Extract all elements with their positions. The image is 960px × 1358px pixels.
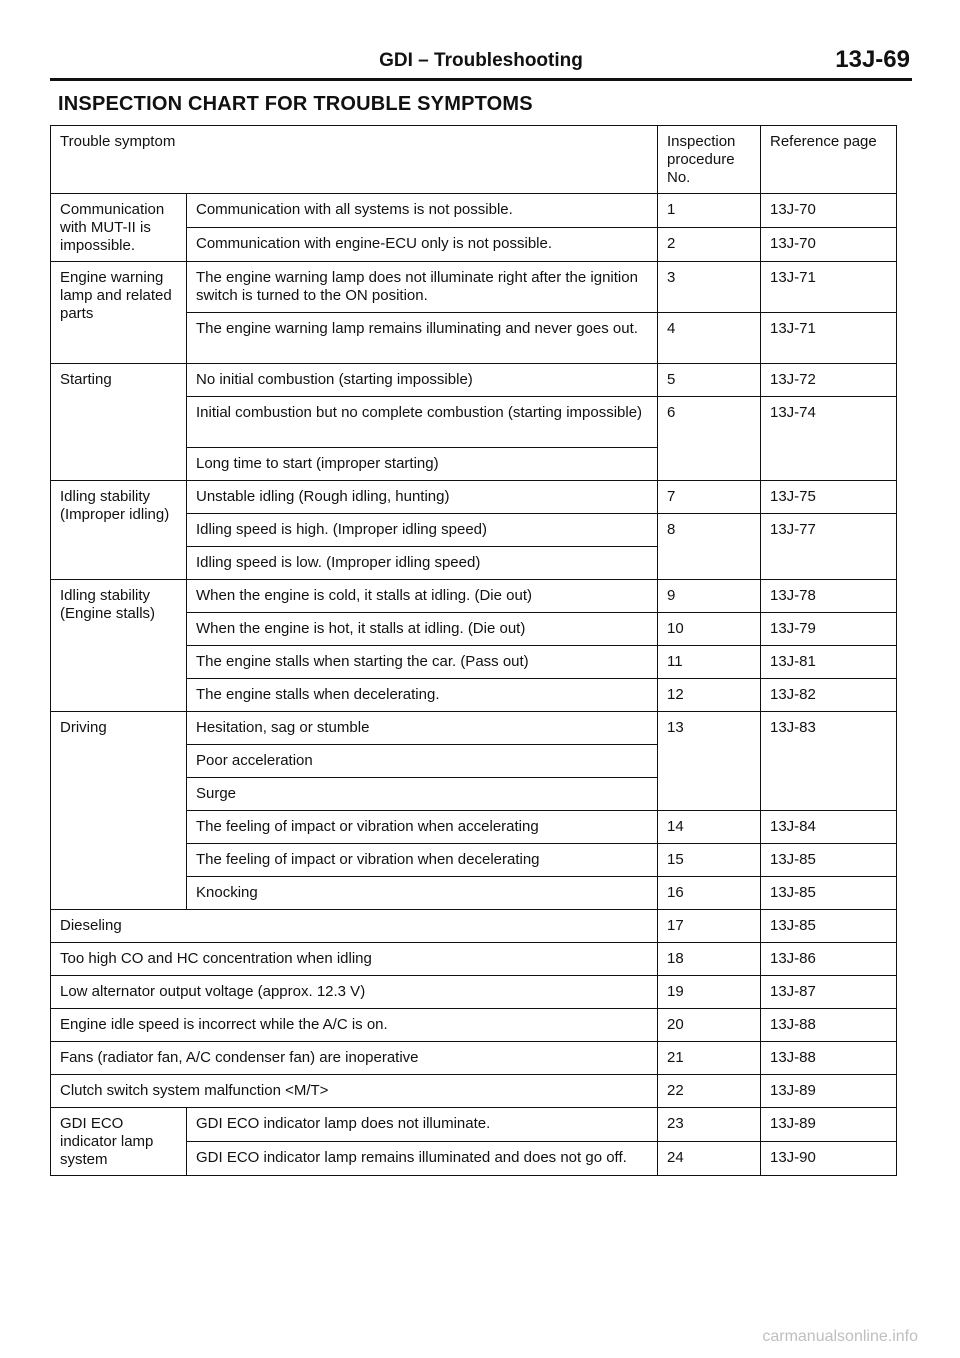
- reference-page: 13J-85: [761, 844, 897, 877]
- procedure-number: 19: [658, 976, 761, 1009]
- inspection-chart-table: [50, 125, 897, 1176]
- reference-page: 13J-70: [761, 228, 897, 262]
- procedure-number: 4: [658, 313, 761, 364]
- table-row: [51, 1009, 897, 1042]
- chart-title: INSPECTION CHART FOR TROUBLE SYMPTOMS: [58, 93, 533, 115]
- reference-page: 13J-71: [761, 313, 897, 364]
- reference-page: 13J-85: [761, 910, 897, 943]
- symptom-cell: The engine stalls when decelerating.: [187, 679, 658, 712]
- symptom-cell: Initial combustion but no complete combustion (starting impossible): [187, 397, 658, 448]
- procedure-number: 1: [658, 194, 761, 228]
- procedure-number: 15: [658, 844, 761, 877]
- group-communication: Communication with MUT-II is impossible.: [51, 194, 187, 262]
- procedure-number: 14: [658, 811, 761, 844]
- reference-page: 13J-88: [761, 1042, 897, 1075]
- header-row: [51, 126, 897, 194]
- procedure-number: 7: [658, 481, 761, 514]
- procedure-number: 2: [658, 228, 761, 262]
- procedure-number: 12: [658, 679, 761, 712]
- reference-page: 13J-70: [761, 194, 897, 228]
- procedure-number: 21: [658, 1042, 761, 1075]
- procedure-number: 18: [658, 943, 761, 976]
- procedure-number: 10: [658, 613, 761, 646]
- table-row: [51, 1108, 897, 1142]
- table-row: [51, 364, 897, 397]
- table-row: [51, 580, 897, 613]
- group-idling-stalls: Idling stability (Engine stalls): [51, 580, 187, 712]
- symptom-cell: Communication with engine-ECU only is not possible.: [187, 228, 658, 262]
- symptom-cell: Clutch switch system malfunction <M/T>: [51, 1075, 658, 1108]
- header-title: GDI – Troubleshooting: [379, 50, 583, 71]
- reference-page: 13J-89: [761, 1075, 897, 1108]
- reference-page: 13J-74: [761, 397, 897, 481]
- symptom-cell: Low alternator output voltage (approx. 12.3 V): [51, 976, 658, 1009]
- header-reference-page: Reference page: [761, 126, 897, 194]
- procedure-number: 16: [658, 877, 761, 910]
- symptom-cell: Hesitation, sag or stumble: [187, 712, 658, 745]
- reference-page: 13J-78: [761, 580, 897, 613]
- procedure-number: 9: [658, 580, 761, 613]
- symptom-cell: Dieseling: [51, 910, 658, 943]
- reference-page: 13J-79: [761, 613, 897, 646]
- table-row: [51, 262, 897, 313]
- table-row: [51, 1042, 897, 1075]
- reference-page: 13J-81: [761, 646, 897, 679]
- symptom-cell: Unstable idling (Rough idling, hunting): [187, 481, 658, 514]
- symptom-cell: Idling speed is high. (Improper idling speed): [187, 514, 658, 547]
- procedure-number: 24: [658, 1142, 761, 1176]
- reference-page: 13J-87: [761, 976, 897, 1009]
- symptom-cell: The feeling of impact or vibration when decelerating: [187, 844, 658, 877]
- reference-page: 13J-85: [761, 877, 897, 910]
- procedure-number: 22: [658, 1075, 761, 1108]
- table-row: [51, 194, 897, 228]
- procedure-number: 20: [658, 1009, 761, 1042]
- symptom-cell: Communication with all systems is not possible.: [187, 194, 658, 228]
- group-driving: Driving: [51, 712, 187, 910]
- symptom-cell: Idling speed is low. (Improper idling speed): [187, 547, 658, 580]
- symptom-cell: No initial combustion (starting impossible): [187, 364, 658, 397]
- reference-page: 13J-89: [761, 1108, 897, 1142]
- reference-page: 13J-72: [761, 364, 897, 397]
- procedure-number: 17: [658, 910, 761, 943]
- reference-page: 13J-77: [761, 514, 897, 580]
- symptom-cell: The feeling of impact or vibration when accelerating: [187, 811, 658, 844]
- reference-page: 13J-83: [761, 712, 897, 811]
- reference-page: 13J-75: [761, 481, 897, 514]
- table-row: [51, 943, 897, 976]
- footer-watermark: carmanualsonline.info: [762, 1328, 918, 1345]
- symptom-cell: Poor acceleration: [187, 745, 658, 778]
- table-row: [51, 481, 897, 514]
- symptom-cell: GDI ECO indicator lamp does not illuminate.: [187, 1108, 658, 1142]
- symptom-cell: Knocking: [187, 877, 658, 910]
- symptom-cell: Engine idle speed is incorrect while the A/C is on.: [51, 1009, 658, 1042]
- symptom-cell: Long time to start (improper starting): [187, 448, 658, 481]
- group-gdi-eco-indicator: GDI ECO indicator lamp system: [51, 1108, 187, 1176]
- table-row: [51, 712, 897, 745]
- reference-page: 13J-82: [761, 679, 897, 712]
- group-engine-warning-lamp: Engine warning lamp and related parts: [51, 262, 187, 364]
- procedure-number: 5: [658, 364, 761, 397]
- procedure-number: 3: [658, 262, 761, 313]
- reference-page: 13J-86: [761, 943, 897, 976]
- symptom-cell: When the engine is cold, it stalls at idling. (Die out): [187, 580, 658, 613]
- page-header: [50, 48, 912, 81]
- symptom-cell: Too high CO and HC concentration when idling: [51, 943, 658, 976]
- reference-page: 13J-84: [761, 811, 897, 844]
- header-inspection-procedure: Inspection procedure No.: [658, 126, 761, 194]
- symptom-cell: Fans (radiator fan, A/C condenser fan) are inoperative: [51, 1042, 658, 1075]
- procedure-number: 6: [658, 397, 761, 481]
- symptom-cell: The engine warning lamp remains illuminating and never goes out.: [187, 313, 658, 364]
- reference-page: 13J-90: [761, 1142, 897, 1176]
- procedure-number: 23: [658, 1108, 761, 1142]
- symptom-cell: Surge: [187, 778, 658, 811]
- procedure-number: 8: [658, 514, 761, 580]
- reference-page: 13J-71: [761, 262, 897, 313]
- table-row: [51, 910, 897, 943]
- symptom-cell: The engine warning lamp does not illuminate right after the ignition switch is turned to the ON position.: [187, 262, 658, 313]
- group-idling-improper: Idling stability (Improper idling): [51, 481, 187, 580]
- procedure-number: 11: [658, 646, 761, 679]
- reference-page: 13J-88: [761, 1009, 897, 1042]
- symptom-cell: When the engine is hot, it stalls at idling. (Die out): [187, 613, 658, 646]
- page-number: 13J-69: [835, 46, 910, 73]
- procedure-number: 13: [658, 712, 761, 811]
- header-trouble-symptom: Trouble symptom: [51, 126, 658, 194]
- group-starting: Starting: [51, 364, 187, 481]
- symptom-cell: GDI ECO indicator lamp remains illuminated and does not go off.: [187, 1142, 658, 1176]
- symptom-cell: The engine stalls when starting the car. (Pass out): [187, 646, 658, 679]
- table-row: [51, 976, 897, 1009]
- table-row: [51, 1075, 897, 1108]
